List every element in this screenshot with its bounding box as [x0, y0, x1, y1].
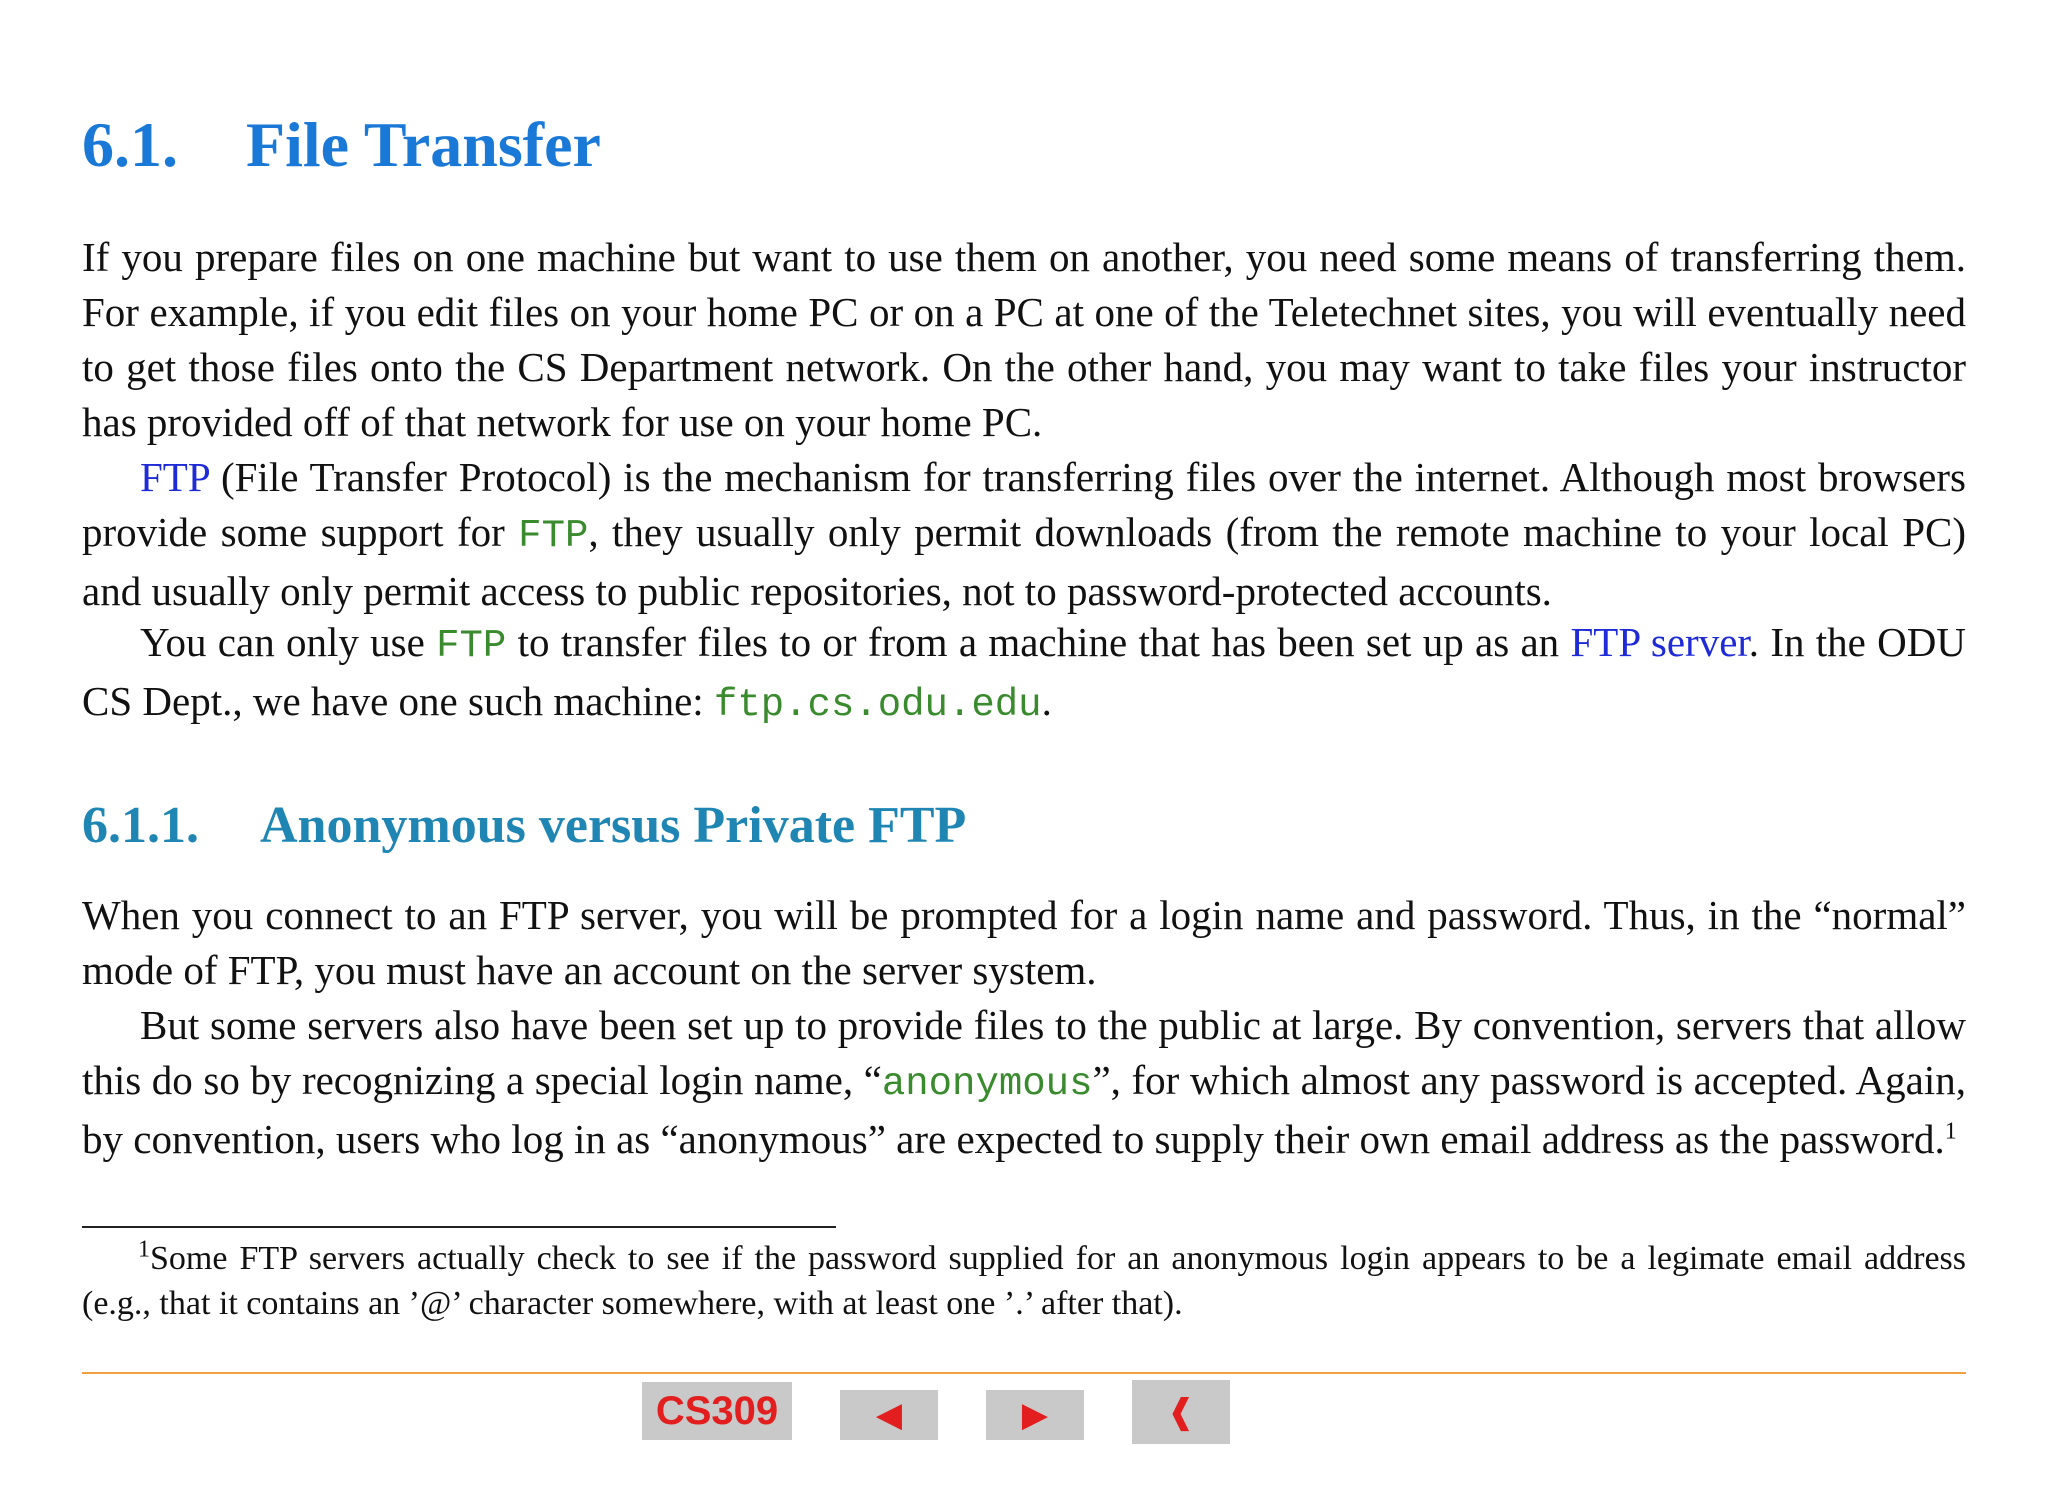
footnote-text: Some FTP servers actually check to see if the password supplied for an anonymous login appears to be a legimate email address (e.g., that it contains an ’@’ character somewhere, with at least one ’.’ after that). — [82, 1240, 1966, 1322]
triangle-right-icon: ▶ — [1021, 1395, 1049, 1435]
code-hostname: ftp.cs.odu.edu — [713, 683, 1042, 727]
ftp-server-link[interactable]: FTP server — [1570, 619, 1749, 665]
footnote — [82, 1236, 1966, 1326]
subsection-title-text: Anonymous versus Private FTP — [260, 797, 967, 854]
back-button[interactable] — [1132, 1380, 1230, 1444]
ftp-link[interactable]: FTP — [140, 454, 210, 500]
code-ftp: FTP — [518, 514, 589, 558]
paragraph-intro: If you prepare files on one machine but want to use them on another, you need some means of transferring them. For example, if you edit files on your home PC or on a PC at one of the Teletechnet sites, you will eventually need to get those files onto the CS Department network. On the other hand, you may want to take files your instructor has provided off of that network for use on your home PC. — [82, 234, 1966, 445]
paragraph-anonymous — [82, 998, 1966, 1167]
navigation-divider — [82, 1372, 1966, 1374]
section-title-text: File Transfer — [246, 109, 601, 180]
footnote-divider — [82, 1226, 836, 1228]
paragraph-ftp-definition — [82, 450, 1966, 619]
paragraph-text: (File Transfer Protocol) is the mechanism for transferring files over the internet. Although most browsers provide some support for — [82, 454, 1966, 555]
paragraph-text: You can only use — [140, 619, 437, 665]
section-title — [82, 108, 601, 182]
subsection-title — [82, 796, 966, 855]
footnote-number: 1 — [138, 1236, 150, 1263]
paragraph-text: to transfer files to or from a machine that has been set up as an — [506, 619, 1571, 665]
next-page-button[interactable] — [986, 1390, 1084, 1440]
previous-page-button[interactable] — [840, 1390, 938, 1440]
paragraph-login: When you connect to an FTP server, you will be prompted for a login name and password. Thus, in the “normal” mode of FTP, you must have an account on the server system. — [82, 892, 1966, 993]
triangle-left-icon: ◀ — [875, 1395, 903, 1435]
code-anonymous: anonymous — [881, 1062, 1093, 1106]
subsection-number: 6.1.1. — [82, 797, 199, 854]
course-home-button[interactable]: CS309 — [642, 1382, 792, 1440]
code-ftp: FTP — [436, 624, 507, 668]
paragraph-text: But some servers also have been set up to provide files to the public at large. By convention, servers that allow this do so by recognizing a special login name, “ — [82, 1002, 1966, 1103]
paragraph-text: . In the ODU CS Dept., we have one such machine: — [82, 619, 1966, 724]
back-arrow-icon: ❰ — [1166, 1392, 1196, 1432]
paragraph-text: . — [1041, 678, 1052, 724]
paragraph-ftp-server — [82, 615, 1966, 733]
paragraph-text: ”, for which almost any password is accepted. Again, by convention, users who log in as “anonymous” are expected to supply their own email address as the password. — [82, 1057, 1966, 1162]
footnote-marker[interactable]: 1 — [1944, 1118, 1957, 1145]
paragraph-text: , they usually only permit downloads (from the remote machine to your local PC) and usually only permit access to public repositories, not to password-protected accounts. — [82, 509, 1967, 614]
section-number: 6.1. — [82, 109, 178, 180]
